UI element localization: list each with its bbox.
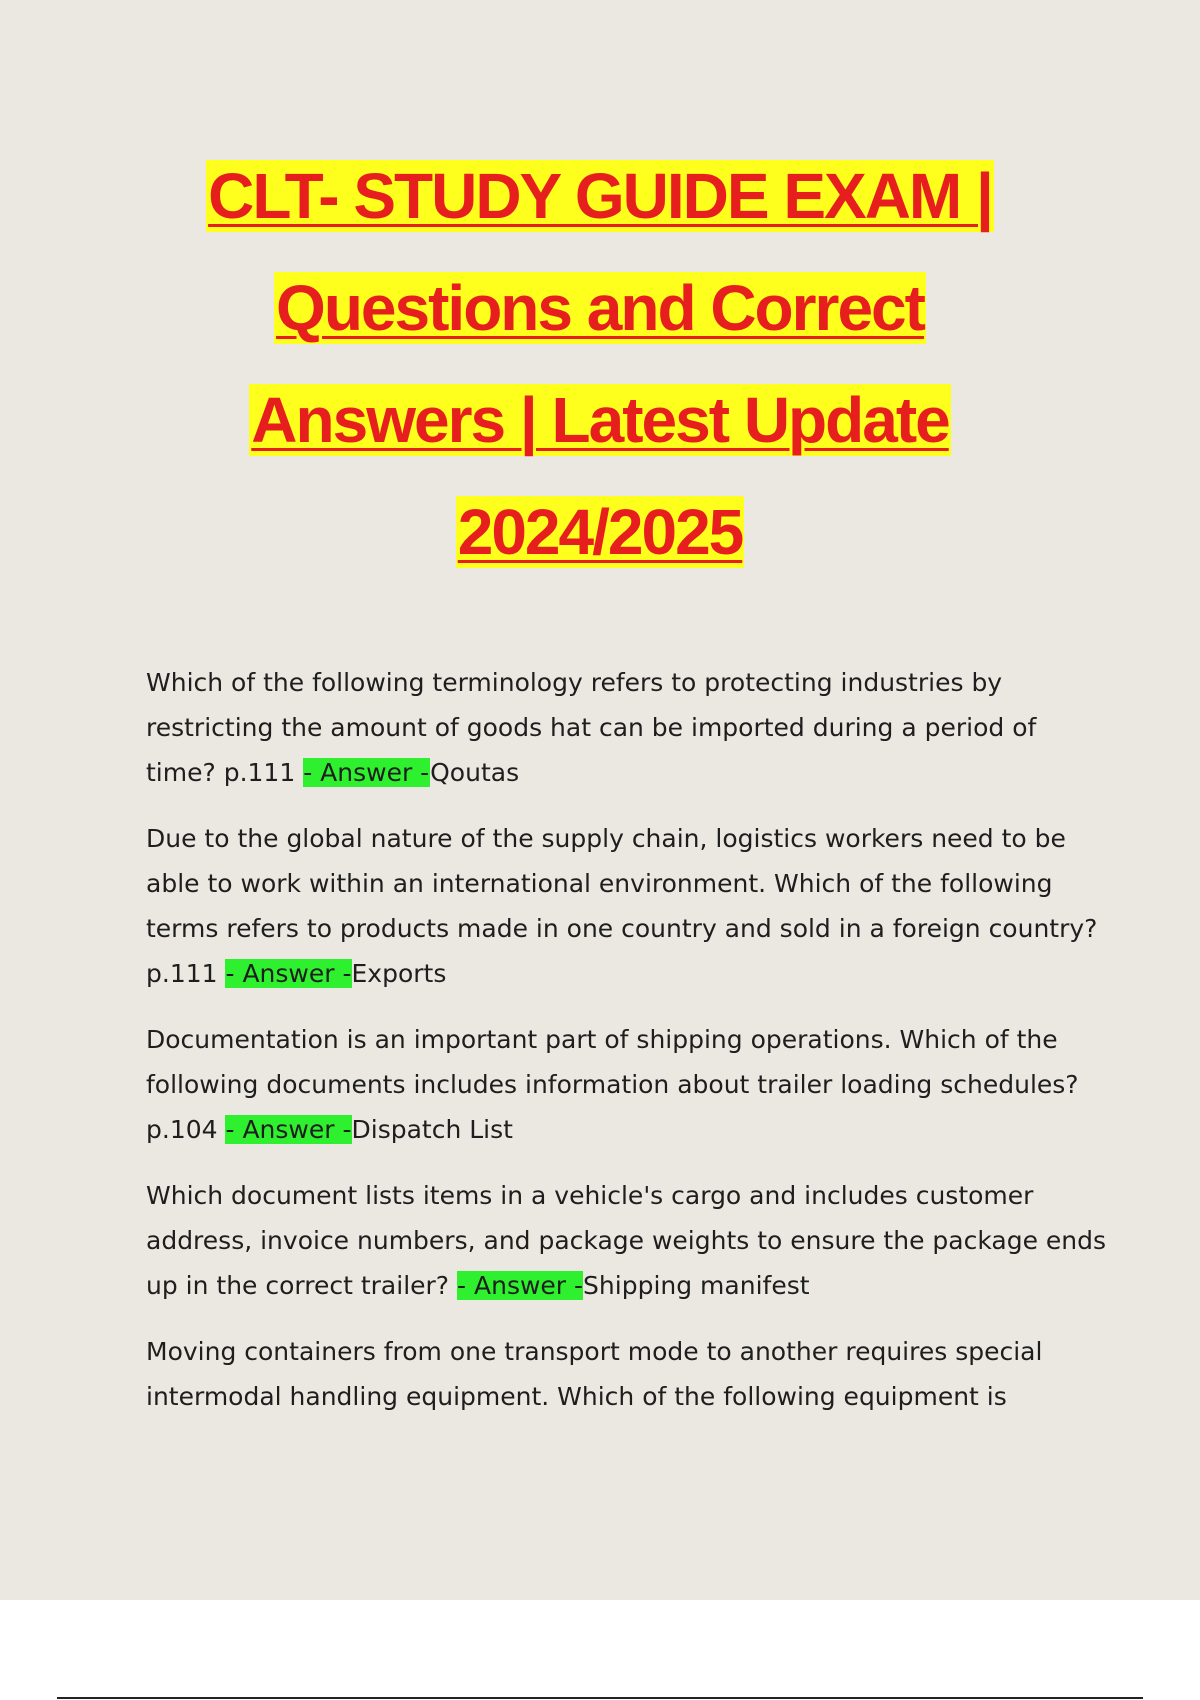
answer-marker: - Answer - (225, 1115, 352, 1144)
question-item-2 (146, 816, 1106, 996)
footer-divider (57, 1697, 1143, 1699)
question-item-5 (146, 1329, 1106, 1419)
title-line-3: Answers | Latest Update (251, 384, 949, 456)
document-title (0, 140, 1200, 588)
question-text: Due to the global nature of the supply chain, logistics workers need to be able to work within an international environment. Which of the following terms refers to products made in one country and sold in a foreign country? p.111 (146, 824, 1098, 988)
answer-text: Shipping manifest (583, 1271, 810, 1300)
answer-text: Dispatch List (351, 1115, 513, 1144)
title-line-4: 2024/2025 (457, 496, 743, 568)
question-text: Documentation is an important part of shipping operations. Which of the following documents includes information about trailer loading schedules? p.104 (146, 1025, 1079, 1144)
answer-marker: - Answer - (303, 758, 431, 787)
title-line-1: CLT- STUDY GUIDE EXAM | (208, 160, 992, 232)
answer-text: Qoutas (430, 758, 520, 787)
question-item-1 (146, 660, 1106, 795)
question-text: Moving containers from one transport mode to another requires special intermodal handling equipment. Which of the following equipment is (146, 1337, 1043, 1411)
question-text: Which of the following terminology refers to protecting industries by restricting the amount of goods hat can be imported during a period of time? p.111 (146, 668, 1037, 787)
title-line-2: Questions and Correct (276, 272, 924, 344)
question-list (146, 660, 1106, 1440)
question-text: Which document lists items in a vehicle's cargo and includes customer address, invoice numbers, and package weights to ensure the package ends up in the correct trailer? (146, 1181, 1107, 1300)
answer-marker: - Answer - (225, 959, 352, 988)
question-item-3 (146, 1017, 1106, 1152)
answer-text: Exports (351, 959, 447, 988)
answer-marker: - Answer - (457, 1271, 584, 1300)
question-item-4 (146, 1173, 1106, 1308)
